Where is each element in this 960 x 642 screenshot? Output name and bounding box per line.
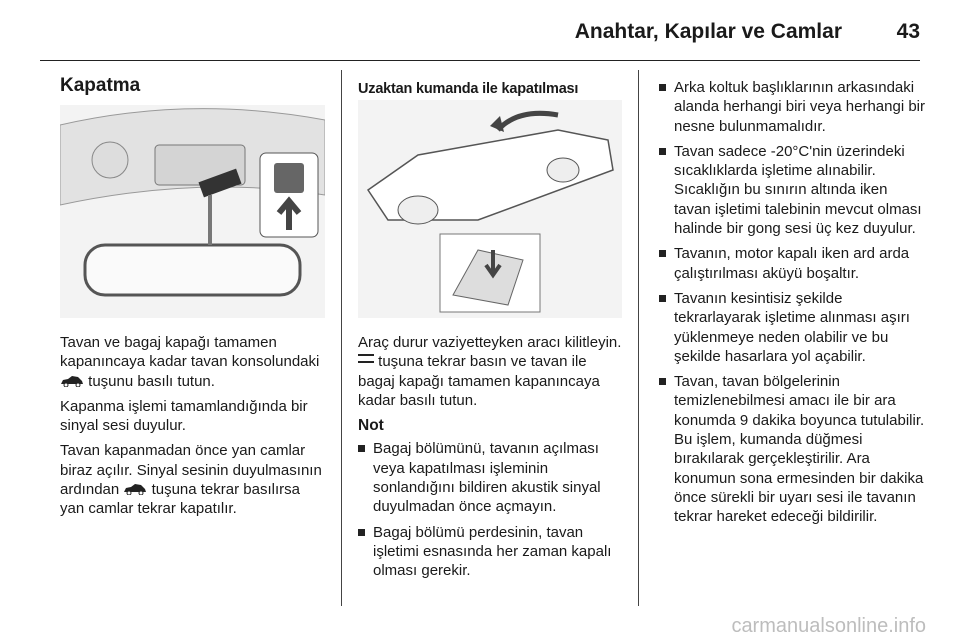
text: tuşuna tekrar basın ve tavan ile bagaj kapağı tamamen kapanıncaya kadar basılı tutun. — [358, 353, 600, 409]
text: Tavan, tavan bölgelerinin temizlenebilmesi amacı ile bir ara konumda 9 dakika boyunca tutulabilir. Bu işlem, kumanda düğmesi bırakılarak gerçekleştirilir. Ara konumun sona ermesinden bir dakika önce sürekli bir uyarı sesi ile tavanın tekrar hareket edeceği bildirilir. — [674, 373, 925, 526]
text: Tavanın kesintisiz şekilde tekrarlayarak işletime alınması aşırı yüklenmeye neden olabilir ve bu şekilde hasarlara yol açabilir. — [674, 289, 910, 365]
bullet-icon — [659, 295, 666, 302]
note-list — [358, 439, 626, 580]
section-title: Anahtar, Kapılar ve Camlar — [574, 20, 842, 43]
paragraph — [60, 333, 328, 391]
paragraph: Kapanma işlemi tamamlandığında bir sinyal sesi duyulur. — [60, 397, 308, 435]
roof-console-illustration — [60, 105, 325, 318]
bullet-icon — [659, 250, 666, 257]
left-column — [60, 76, 328, 95]
page-number: 43 — [896, 20, 920, 43]
text: Tavan kapanmadan önce yan camlar biraz açılır. Sinyal sesinin duyulmasının ardından — [60, 442, 322, 499]
text: Arka koltuk başlıklarının arkasındaki alanda herhangi biri veya herhangi bir nesne bulunmamalıdır. — [674, 79, 926, 135]
right-column — [659, 78, 927, 533]
convertible-roof-icon — [60, 376, 84, 387]
list-item — [659, 244, 927, 283]
roof-close-remote-icon — [358, 354, 374, 363]
paragraph — [60, 441, 328, 518]
convertible-roof-icon — [123, 484, 147, 495]
text: Tavan sadece -20°C'nin üzerindeki sıcaklıklarda işletime alınabilir. Sıcaklığın bu sınırın altında iken tavan işletimi talebinin mevcut olması halinde bir gong sesi üç kez duyulur. — [674, 142, 922, 238]
remote-close-illustration — [358, 100, 622, 318]
text: tuşunu basılı tutun. — [88, 372, 215, 390]
subsection-heading: Uzaktan kumanda ile kapatılması — [358, 81, 579, 97]
paragraph — [358, 333, 626, 410]
bullet-icon — [358, 529, 365, 536]
column-divider — [638, 70, 639, 606]
warning-list — [659, 78, 927, 527]
text: tuşuna tekrar basılırsa yan camlar tekrar kapatılır. — [60, 481, 300, 518]
text: Bagaj bölümünü, tavanın açılması veya kapatılması işleminin sonlandığını bildiren akustik sinyal duyulmadan önce açmayın. — [373, 440, 601, 516]
bullet-icon — [358, 445, 365, 452]
text: Bagaj bölümü perdesinin, tavan işletimi esnasında her zaman kapalı olması gerekir. — [373, 523, 612, 580]
note-label: Not — [358, 417, 384, 435]
bullet-icon — [659, 148, 666, 155]
text: Araç durur vaziyetteyken aracı kilitleyin. — [358, 334, 622, 351]
middle-body — [358, 333, 626, 587]
watermark: carmanualsonline.info — [731, 615, 926, 637]
list-item — [358, 523, 626, 581]
middle-column — [358, 80, 624, 99]
text: Tavanın, motor kapalı iken ard arda çalıştırılması aküyü boşaltır. — [674, 245, 910, 282]
list-item — [659, 142, 927, 238]
page-header — [40, 14, 920, 61]
text: Tavan ve bagaj kapağı tamamen kapanıncaya kadar tavan konsolundaki — [60, 334, 320, 371]
bullet-icon — [659, 378, 666, 385]
list-item — [659, 289, 927, 366]
list-item — [659, 78, 927, 136]
bullet-icon — [659, 84, 666, 91]
list-item — [659, 372, 927, 526]
section-heading: Kapatma — [60, 75, 141, 96]
column-divider — [341, 70, 342, 606]
left-body — [60, 333, 328, 525]
list-item — [358, 439, 626, 516]
